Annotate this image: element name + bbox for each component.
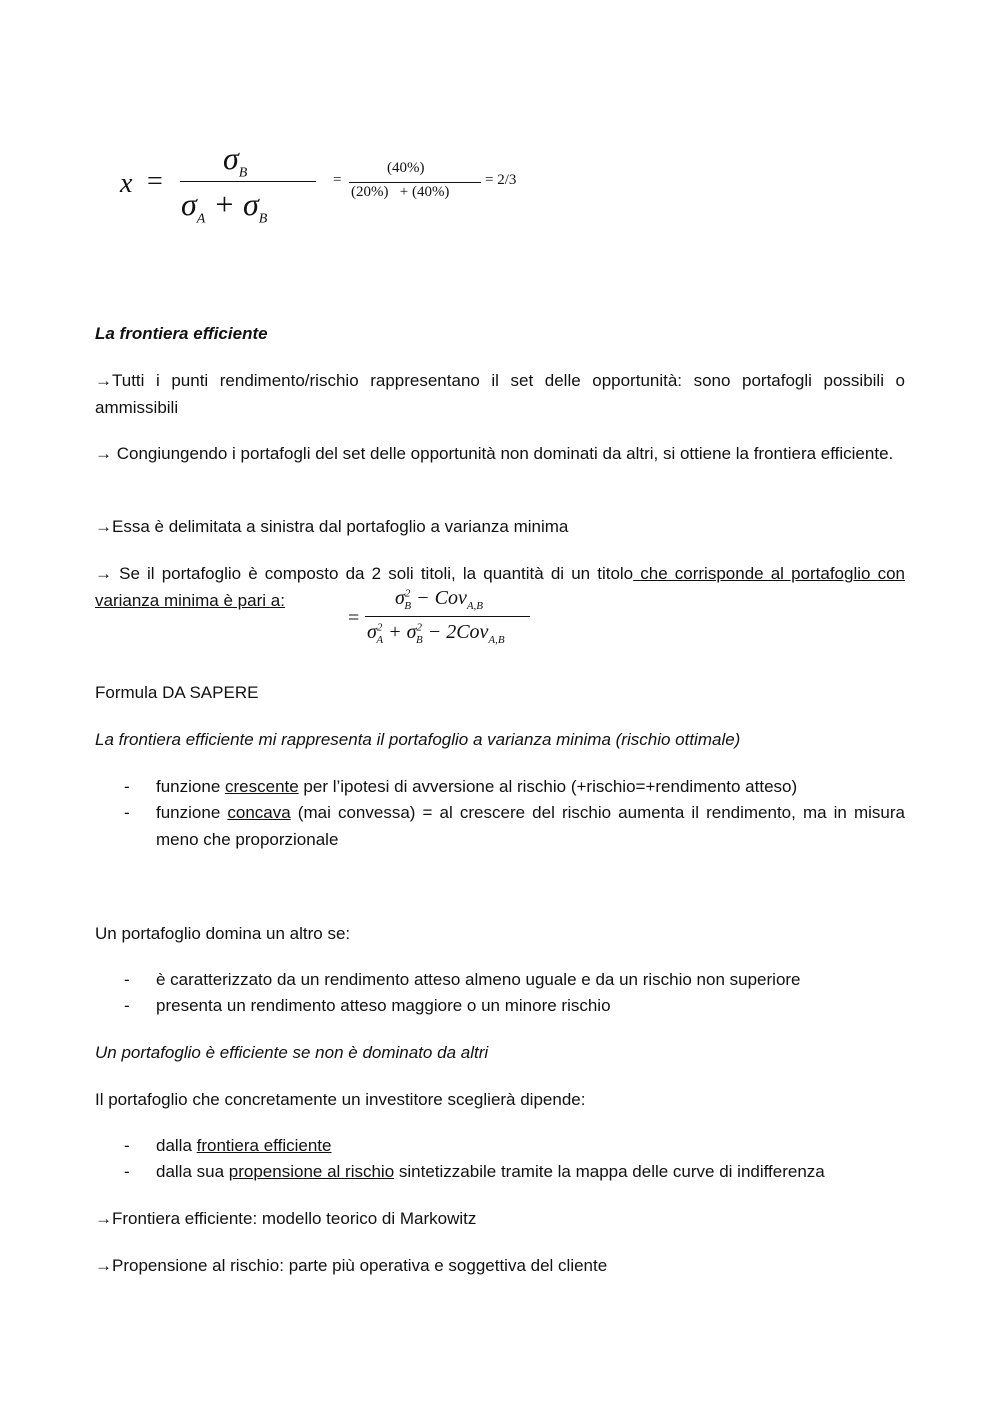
list-marker: - [124, 777, 130, 796]
paragraph-markowitz: →Frontiera efficiente: modello teorico di Markowitz [95, 1209, 477, 1228]
formula-result: = 2/3 [485, 172, 517, 188]
formula-min-variance-weight [345, 585, 540, 657]
list-item: - presenta un rendimento atteso maggiore o un minore rischio [95, 993, 905, 1020]
paragraph-min-variance: →Essa è delimitata a sinistra dal portafoglio a varianza minima [95, 517, 569, 536]
fraction-bar [180, 181, 316, 182]
paragraph-efficient-frontier: → Congiungendo i portafogli del set delle opportunità non dominati da altri, si ottiene la frontiera efficiente. [95, 444, 894, 463]
list-marker: - [124, 1162, 130, 1181]
formula2-numerator: $\sigma^2_B - Cov_{A,B}$ [395, 587, 484, 612]
ratio-fraction-bar [349, 182, 481, 183]
list-item: - funzione concava (mai convessa) = al crescere del rischio aumenta il rendimento, ma in misura meno che proporzionale [95, 800, 905, 853]
formula2-equals: = [348, 607, 360, 629]
italic-efficiency-definition: Un portafoglio è efficiente se non è dominato da altri [95, 1043, 489, 1062]
list-item: - funzione crescente per l’ipotesi di avversione al rischio (+rischio=+rendimento atteso) [95, 774, 905, 801]
formula2-fraction-bar [365, 616, 530, 617]
paragraph-opportunity-set: →Tutti i punti rendimento/rischio rappresentano il set delle opportunità: sono portafogli possibili o ammissibili [95, 371, 905, 417]
paragraph-two-assets-lead: → Se il portafoglio è composto da 2 soli titoli, la quantità di un titolo [95, 564, 634, 583]
list-item: - dalla sua propensione al rischio sintetizzabile tramite la mappa delle curve di indifferenza [95, 1159, 905, 1186]
list-item: - è caratterizzato da un rendimento atteso almeno uguale e da un rischio non superiore [95, 967, 905, 994]
formula-denominator: $\sigma_A + \sigma_B$ [181, 186, 268, 227]
formula-lhs: x [120, 168, 133, 199]
section-title: La frontiera efficiente [95, 324, 268, 343]
dominance-intro: Un portafoglio domina un altro se: [95, 924, 351, 943]
list-marker: - [124, 970, 130, 989]
formula-equals: = [147, 166, 163, 197]
formula-numerator: $\sigma_B$ [223, 140, 248, 181]
paragraph-two-assets-underlined: che corrisponde al portafoglio con varianza minima è pari a: [95, 564, 905, 610]
list-marker: - [124, 996, 130, 1015]
ratio-numerator: (40%) [387, 160, 425, 176]
formula-portfolio-weight [115, 140, 545, 240]
italic-frontier-statement: La frontiera efficiente mi rappresenta il portafoglio a varianza minima (rischio ottimale) [95, 730, 741, 749]
list-item: - dalla frontiera efficiente [95, 1133, 905, 1160]
formula-equals-2: = [333, 172, 342, 188]
formula2-denominator: $\sigma^2_A + \sigma^2_B - 2Cov_{A,B}$ [367, 621, 505, 646]
formula-note: Formula DA SAPERE [95, 683, 259, 702]
paragraph-risk-propensity: →Propensione al rischio: parte più operativa e soggettiva del cliente [95, 1256, 608, 1275]
list-marker: - [124, 1136, 130, 1155]
choice-intro: Il portafoglio che concretamente un investitore sceglierà dipende: [95, 1090, 586, 1109]
list-marker: - [124, 803, 130, 822]
ratio-denominator: (20%) + (40%) [351, 184, 450, 200]
